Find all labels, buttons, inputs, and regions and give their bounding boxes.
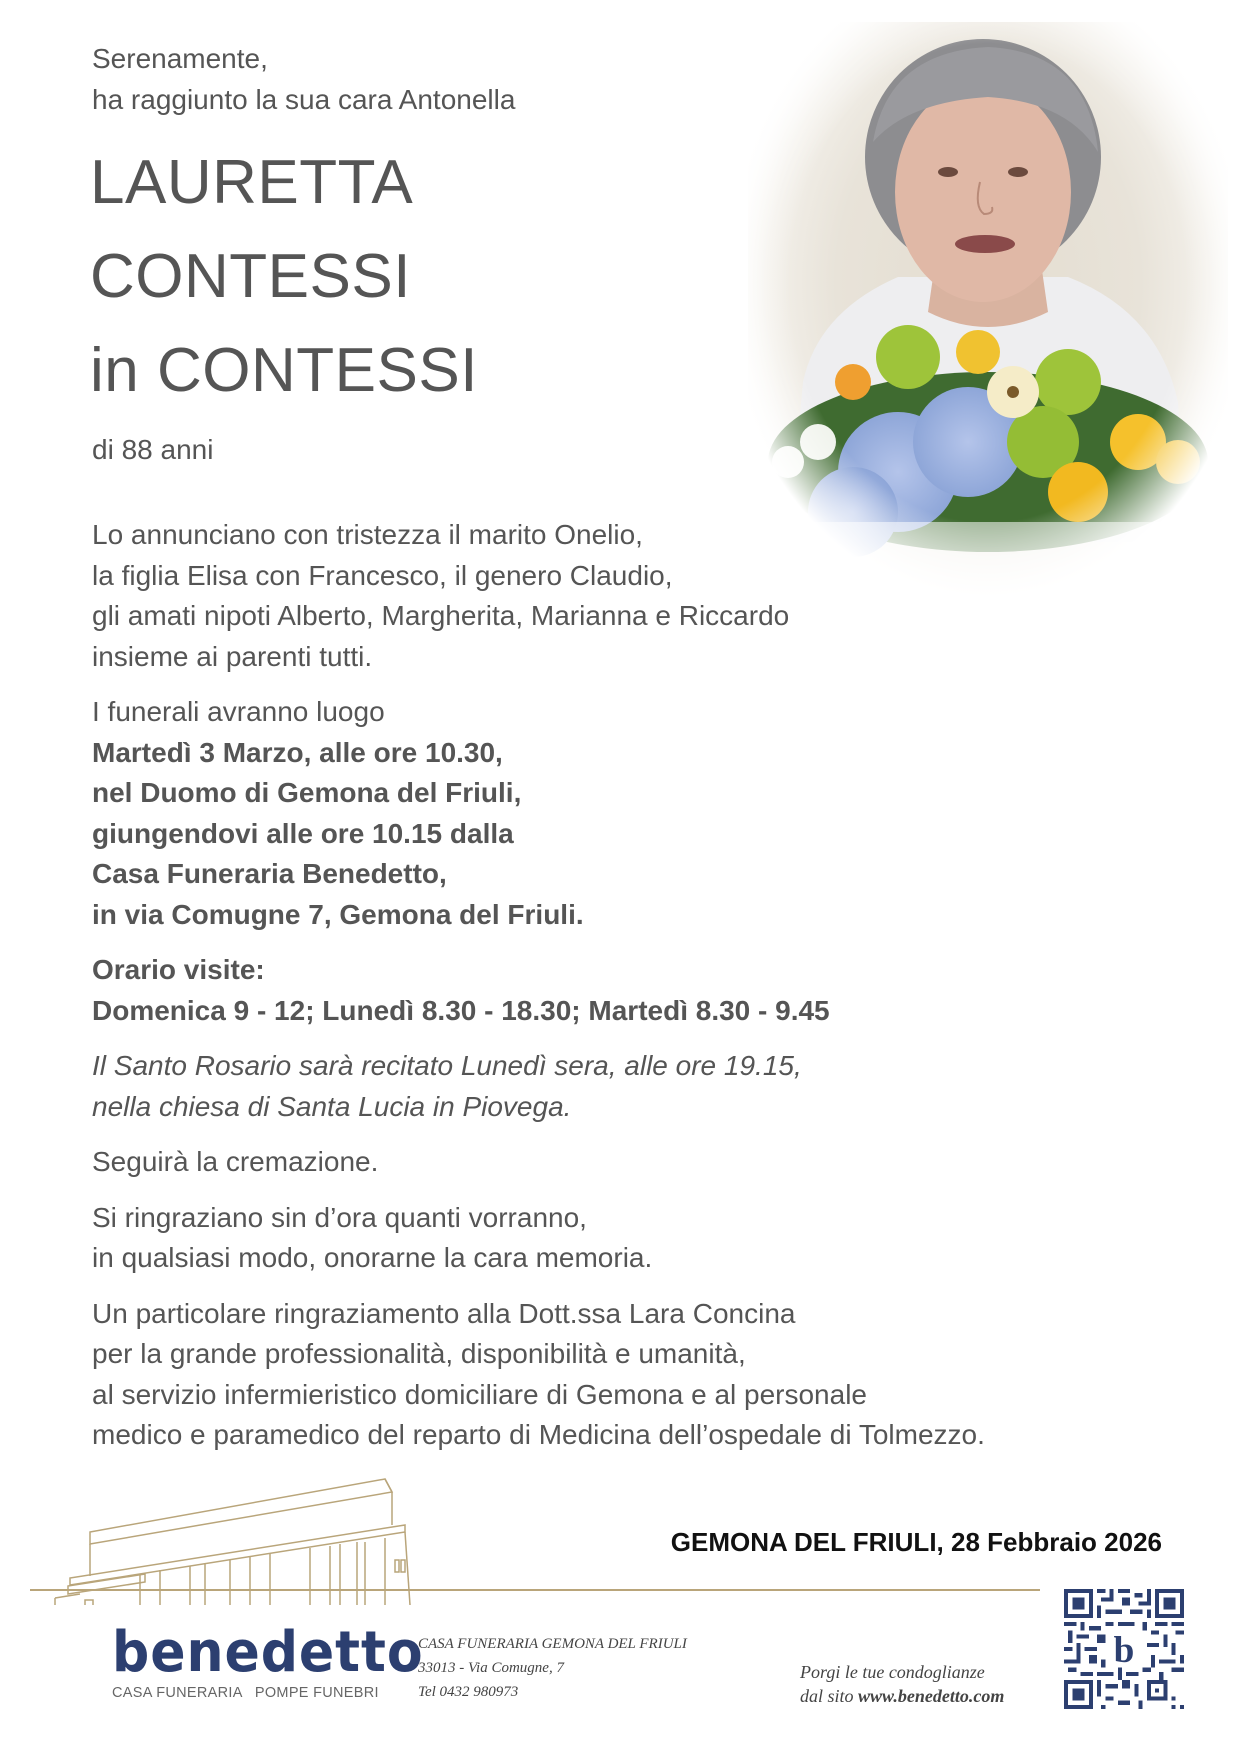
- address-line-1: CASA FUNERARIA GEMONA DEL FRIULI: [418, 1636, 687, 1652]
- logo-subtitle: CASA FUNERARIA POMPE FUNEBRI: [112, 1685, 379, 1701]
- special-thanks-line: medico e paramedico del reparto di Medicina dell’ospedale di Tolmezzo.: [92, 1419, 985, 1450]
- address-line-3: Tel 0432 980973: [418, 1684, 519, 1700]
- visits-label: Orario visite:: [92, 954, 265, 985]
- name-line-2: CONTESSI: [90, 242, 411, 311]
- thanks-paragraph: [92, 1198, 1092, 1279]
- intro-text: [92, 38, 515, 120]
- intro-line-1: Serenamente,: [92, 43, 268, 74]
- logo-wordmark: benedetto: [112, 1620, 424, 1685]
- name-line-3: in CONTESSI: [90, 336, 478, 405]
- cremation-note: Seguirà la cremazione.: [92, 1146, 379, 1177]
- funeral-line: nel Duomo di Gemona del Friuli,: [92, 777, 522, 808]
- qr-code-icon[interactable]: [1064, 1588, 1184, 1710]
- special-thanks-line: per la grande professionalità, disponibilità e umanità,: [92, 1338, 746, 1369]
- announcement-paragraph: [92, 515, 1092, 677]
- funeral-home-address: [418, 1632, 687, 1704]
- building-illustration-icon: [30, 1470, 430, 1605]
- address-line-2: 33013 - Via Comugne, 7: [418, 1660, 564, 1676]
- funeral-intro: I funerali avranno luogo: [92, 696, 385, 727]
- rosary-line-1: Il Santo Rosario sarà recitato Lunedì sera, alle ore 19.15,: [92, 1050, 802, 1081]
- special-thanks-line: Un particolare ringraziamento alla Dott.ssa Lara Concina: [92, 1297, 796, 1329]
- condolences-line-1: Porgi le tue condoglianze: [800, 1662, 985, 1682]
- special-thanks-line: al servizio infermieristico domiciliare di Gemona e al personale: [92, 1378, 867, 1410]
- funeral-line: giungendovi alle ore 10.15 dalla: [92, 817, 514, 849]
- funeral-line: Casa Funeraria Benedetto,: [92, 858, 447, 889]
- announcement-line: insieme ai parenti tutti.: [92, 640, 373, 672]
- visits-paragraph: [92, 950, 1092, 1031]
- thanks-line-1: Si ringraziano sin d’ora quanti vorranno,: [92, 1201, 587, 1233]
- announcement-line: la figlia Elisa con Francesco, il genero Claudio,: [92, 559, 673, 591]
- age: di 88 anni: [92, 434, 214, 465]
- dateline: GEMONA DEL FRIULI, 28 Febbraio 2026: [670, 1527, 1162, 1557]
- funeral-paragraph: [92, 692, 1092, 935]
- qr-logo-letter: b: [1113, 1629, 1135, 1671]
- thanks-line-2: in qualsiasi modo, onorarne la cara memoria.: [92, 1242, 653, 1273]
- condolences-prefix: dal sito: [800, 1686, 859, 1706]
- funeral-line: in via Comugne 7, Gemona del Friuli.: [92, 898, 584, 930]
- benedetto-logo: [112, 1620, 447, 1701]
- name-line-1: LAURETTA: [90, 148, 414, 217]
- announcement-line: gli amati nipoti Alberto, Margherita, Marianna e Riccardo: [92, 600, 790, 631]
- intro-line-2: ha raggiunto la sua cara Antonella: [92, 84, 516, 115]
- condolences-note: [800, 1660, 1004, 1708]
- announcement-line: Lo annunciano con tristezza il marito Onelio,: [92, 519, 643, 550]
- website-link[interactable]: www.benedetto.com: [858, 1686, 1005, 1706]
- gold-divider: [30, 1589, 1040, 1591]
- special-thanks-paragraph: [92, 1294, 1092, 1456]
- funeral-line: Martedì 3 Marzo, alle ore 10.30,: [92, 736, 503, 768]
- rosary-line-2: nella chiesa di Santa Lucia in Piovega.: [92, 1090, 572, 1122]
- visits-schedule: Domenica 9 - 12; Lunedì 8.30 - 18.30; Martedì 8.30 - 9.45: [92, 994, 830, 1026]
- deceased-name: [90, 136, 478, 418]
- obituary-body: [92, 515, 1092, 1471]
- rosary-paragraph: [92, 1046, 1092, 1127]
